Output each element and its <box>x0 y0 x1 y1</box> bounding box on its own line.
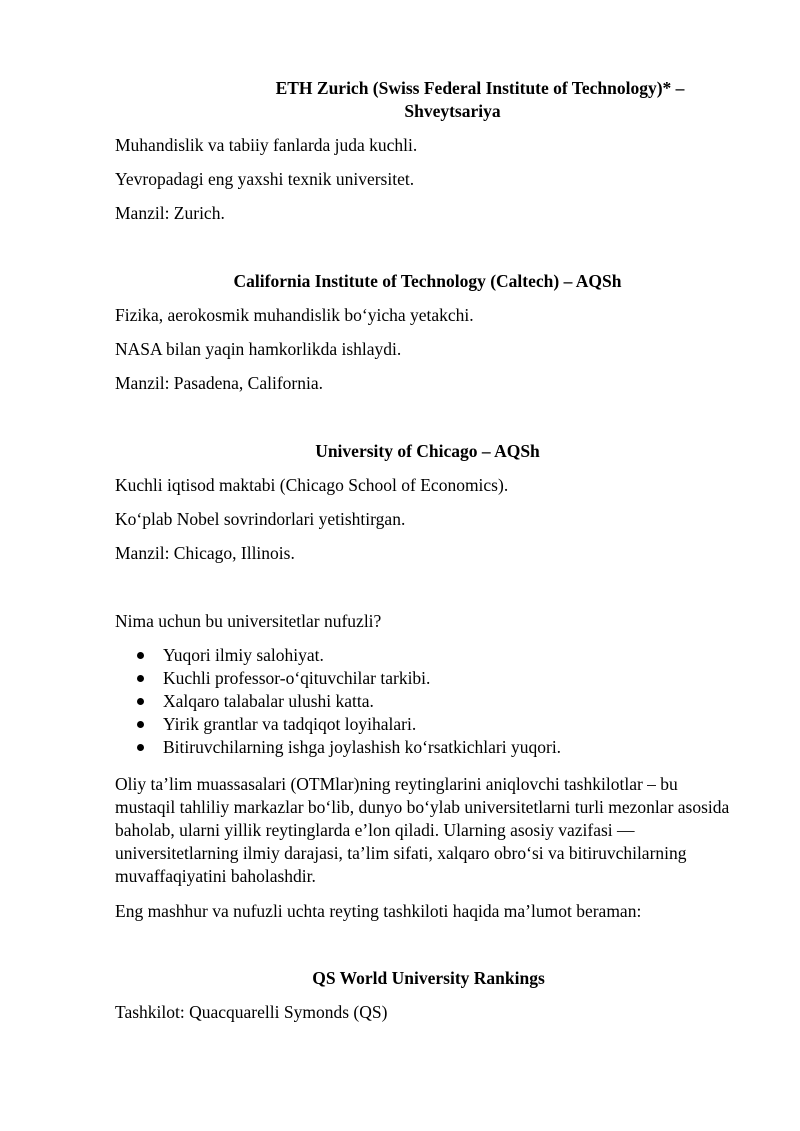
reason-text: Kuchli professor-o‘qituvchilar tarkibi. <box>163 668 431 688</box>
bullet-icon <box>137 744 144 751</box>
reason-text: Xalqaro talabalar ulushi katta. <box>163 691 374 711</box>
list-item <box>115 736 561 759</box>
eth-line-2: Yevropadagi eng yaxshi texnik universitet. <box>115 169 415 189</box>
chicago-line-2: Ko‘plab Nobel sovrindorlari yetishtirgan. <box>115 509 406 529</box>
bullet-icon <box>137 721 144 728</box>
reason-text: Bitiruvchilarning ishga joylashish ko‘rsatkichlari yuqori. <box>163 737 562 757</box>
section-heading-eth-line2: Shveytsariya <box>404 101 501 121</box>
chicago-line-3: Manzil: Chicago, Illinois. <box>115 543 295 563</box>
section-heading-chicago: University of Chicago – AQSh <box>315 441 540 461</box>
eth-line-3: Manzil: Zurich. <box>115 203 225 223</box>
reasons-list <box>115 644 561 759</box>
reason-text: Yirik grantlar va tadqiqot loyihalari. <box>163 714 417 734</box>
caltech-line-1: Fizika, aerokosmik muhandislik bo‘yicha yetakchi. <box>115 305 474 325</box>
ranking-intro-paragraph: Oliy ta’lim muassasalari (OTMlar)ning reytinglarini aniqlovchi tashkilotlar – bu mustaqil tahliliy markazlar bo‘lib, dunyo bo‘ylab universitetlarni turli mezonlar asosida baholab, ularni yillik reytinglarda e’lon qiladi. Ularning asosiy vazifasi — universitetlarning ilmiy darajasi, ta’lim sifati, xalqaro obro‘si va bitiruvchilarning muvaffaqiyatini baholashdir. <box>115 774 730 886</box>
list-item <box>115 713 561 736</box>
caltech-line-3: Manzil: Pasadena, California. <box>115 373 323 393</box>
caltech-line-2: NASA bilan yaqin hamkorlikda ishlaydi. <box>115 339 402 359</box>
bullet-icon <box>137 675 144 682</box>
bullet-icon <box>137 698 144 705</box>
section-heading-qs: QS World University Rankings <box>312 968 545 988</box>
section-heading-eth: ETH Zurich (Swiss Federal Institute of Technology)* – <box>275 78 685 98</box>
section-heading-caltech: California Institute of Technology (Caltech) – AQSh <box>233 271 622 291</box>
chicago-line-1: Kuchli iqtisod maktabi (Chicago School of Economics). <box>115 475 509 495</box>
ranking-lead: Eng mashhur va nufuzli uchta reyting tashkiloti haqida ma’lumot beraman: <box>115 901 642 921</box>
why-question: Nima uchun bu universitetlar nufuzli? <box>115 611 382 631</box>
bullet-icon <box>137 652 144 659</box>
list-item <box>115 644 561 667</box>
eth-line-1: Muhandislik va tabiiy fanlarda juda kuchli. <box>115 135 418 155</box>
reason-text: Yuqori ilmiy salohiyat. <box>163 645 324 665</box>
list-item <box>115 667 561 690</box>
qs-org-line: Tashkilot: Quacquarelli Symonds (QS) <box>115 1002 388 1022</box>
list-item <box>115 690 561 713</box>
